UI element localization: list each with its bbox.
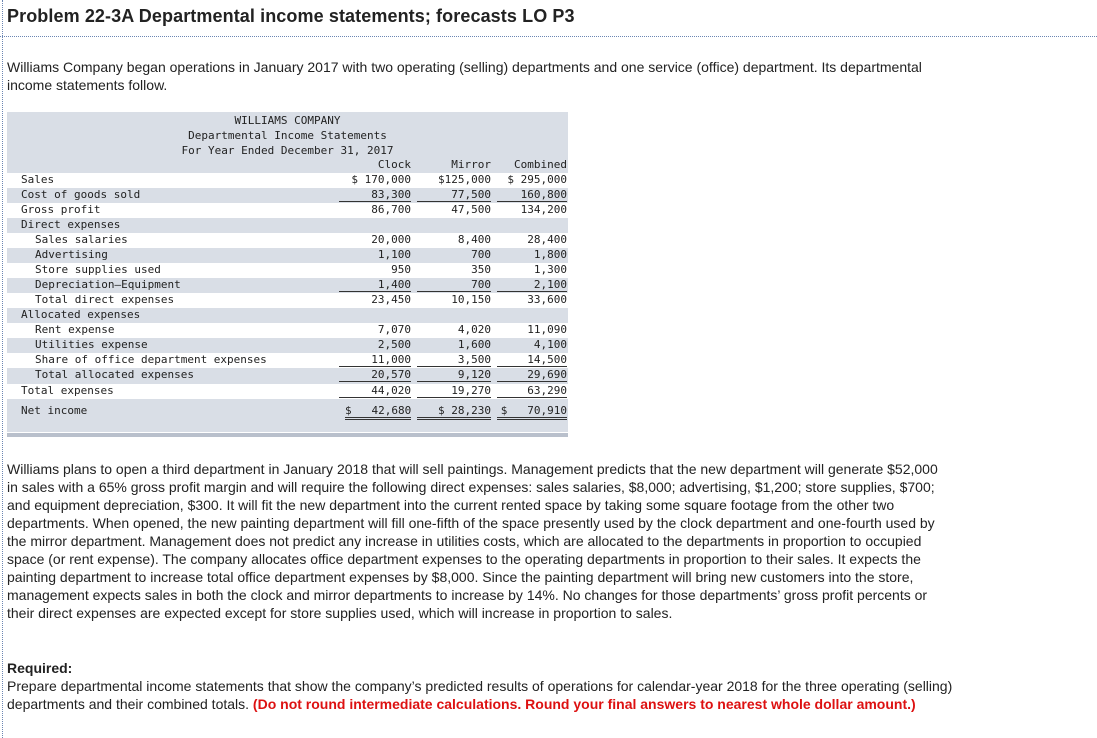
cell-combined: 1,800 xyxy=(533,248,567,261)
cell-clock: 20,570 xyxy=(339,368,411,382)
row-label: Allocated expenses xyxy=(21,308,141,321)
row-gross-profit xyxy=(7,203,568,218)
row-label: Direct expenses xyxy=(21,218,121,231)
cell-combined: 134,200 xyxy=(520,203,567,216)
col-header-mirror: Mirror xyxy=(451,158,491,171)
row-depreciation-equipment xyxy=(7,278,568,293)
cell-clock: 23,450 xyxy=(371,293,411,306)
cell-combined: 28,400 xyxy=(527,233,567,246)
cell-mirror: 47,500 xyxy=(451,203,491,216)
cell-combined: 14,500 xyxy=(497,353,567,367)
required-body xyxy=(7,677,967,713)
rounding-note: (Do not round intermediate calculations. Round your final answers to nearest whole dollar amount.) xyxy=(252,696,916,712)
cell-clock: 2,500 xyxy=(377,338,411,351)
cell-combined: 11,090 xyxy=(527,323,567,336)
row-label: Depreciation—Equipment xyxy=(35,278,181,291)
cell-combined: 2,100 xyxy=(497,278,567,292)
row-label: Utilities expense xyxy=(35,338,148,351)
cell-clock: 11,000 xyxy=(339,353,411,367)
cell-mirror: 77,500 xyxy=(417,188,491,202)
row-advertising xyxy=(7,248,568,263)
cell-clock: $ 170,000 xyxy=(351,173,411,186)
col-header-clock: Clock xyxy=(377,158,411,171)
cell-clock: 44,020 xyxy=(339,384,411,398)
cell-mirror: 3,500 xyxy=(417,353,491,367)
statement-period: For Year Ended December 31, 2017 xyxy=(181,144,394,157)
row-store-supplies-used xyxy=(7,263,568,278)
row-net-income xyxy=(7,404,568,422)
row-label: Cost of goods sold xyxy=(21,188,141,201)
cell-mirror: 8,400 xyxy=(457,233,491,246)
cell-clock: 7,070 xyxy=(377,323,411,336)
row-sales xyxy=(7,173,568,188)
scenario-paragraph: Williams plans to open a third department in January 2018 that will sell paintings. Management predicts that the new department will generate $52,000 in sales with a 65% gross profit margin and will require the following direct expenses: sales salaries, $8,000; advertising, $1,200; store supplies, $700; and equipment depreciation, $300. It will fit the new department into the current rented space by taking some square footage from the other two departments. When opened, the new painting department will fill one-fifth of the space presently used by the clock department and one-fourth used by the mirror department. Management does not predict any increase in utilities costs, which are allocated to the departments in proportion to occupied space (or rent expense). The company allocates office department expenses to the operating departments in proportion to their sales. It expects the painting department to increase total office department expenses by $8,000. Since the painting department will bring new customers into the store, management expects sales in both the clock and mirror departments to increase by 14%. No changes for those departments’ gross profit percents or their direct expenses are expected except for store supplies used, which will increase in proportion to sales. xyxy=(7,461,938,621)
cell-clock: 950 xyxy=(391,263,411,276)
cell-combined: 33,600 xyxy=(527,293,567,306)
cell-mirror: 700 xyxy=(417,278,491,292)
cell-mirror: $ 28,230 xyxy=(417,404,491,420)
row-label: Net income xyxy=(21,404,88,417)
intro-text: Williams Company began operations in January 2017 with two operating (selling) departments and one service (office) department. Its departmental income statements follow. xyxy=(7,59,922,93)
cell-clock: 86,700 xyxy=(371,203,411,216)
row-direct-expenses-heading xyxy=(7,218,568,233)
cell-clock: 1,100 xyxy=(377,248,411,261)
row-allocated-expenses-heading xyxy=(7,308,568,323)
cell-mirror: 700 xyxy=(471,248,491,261)
cell-combined: $ 295,000 xyxy=(507,173,567,186)
cell-combined: 63,290 xyxy=(497,384,567,398)
cell-clock: 1,400 xyxy=(339,278,411,292)
left-border xyxy=(2,0,3,738)
row-label: Sales xyxy=(21,173,55,186)
cell-mirror: 4,020 xyxy=(457,323,491,336)
required-heading: Required: xyxy=(7,660,73,676)
row-label: Total direct expenses xyxy=(35,293,175,306)
row-share-of-office-expenses xyxy=(7,353,568,368)
required-section xyxy=(7,659,967,713)
cell-mirror: $125,000 xyxy=(438,173,491,186)
row-total-expenses xyxy=(7,384,568,399)
row-label: Total expenses xyxy=(21,384,114,397)
column-header-row xyxy=(7,158,568,173)
title-divider xyxy=(0,36,1097,37)
row-label: Total allocated expenses xyxy=(35,368,194,381)
row-rent-expense xyxy=(7,323,568,338)
row-total-direct-expenses xyxy=(7,293,568,308)
cell-combined: 1,300 xyxy=(533,263,567,276)
cell-combined: 4,100 xyxy=(533,338,567,351)
cell-clock: 20,000 xyxy=(371,233,411,246)
cell-mirror: 1,600 xyxy=(457,338,491,351)
row-label: Advertising xyxy=(35,248,108,261)
row-label: Sales salaries xyxy=(35,233,128,246)
row-label: Gross profit xyxy=(21,203,101,216)
row-utilities-expense xyxy=(7,338,568,353)
cell-mirror: 19,270 xyxy=(417,384,491,398)
income-statement-table xyxy=(7,112,568,432)
row-sales-salaries xyxy=(7,233,568,248)
cell-combined: 160,800 xyxy=(497,188,567,202)
cell-clock: 83,300 xyxy=(339,188,411,202)
row-cost-of-goods-sold xyxy=(7,188,568,203)
cell-mirror: 9,120 xyxy=(417,368,491,382)
cell-combined: 29,690 xyxy=(497,368,567,382)
statement-subtitle: Departmental Income Statements xyxy=(188,129,387,142)
problem-title: Problem 22-3A Departmental income statements; forecasts LO P3 xyxy=(7,6,575,26)
company-name: WILLIAMS COMPANY xyxy=(234,114,341,127)
required-text: Prepare departmental income statements that show the company’s predicted results of operations for calendar-year 2018 for the three operating (selling) departments and their combined totals. xyxy=(7,678,953,712)
row-label: Rent expense xyxy=(35,323,115,336)
table-footer-bar xyxy=(7,433,568,437)
cell-mirror: 10,150 xyxy=(451,293,491,306)
col-header-combined: Combined xyxy=(514,158,567,171)
row-label: Store supplies used xyxy=(35,263,161,276)
row-total-allocated-expenses xyxy=(7,368,568,383)
cell-combined: $ 70,910 xyxy=(497,404,567,420)
row-label: Share of office department expenses xyxy=(35,353,267,366)
cell-mirror: 350 xyxy=(471,263,491,276)
cell-clock: $ 42,680 xyxy=(345,404,411,420)
